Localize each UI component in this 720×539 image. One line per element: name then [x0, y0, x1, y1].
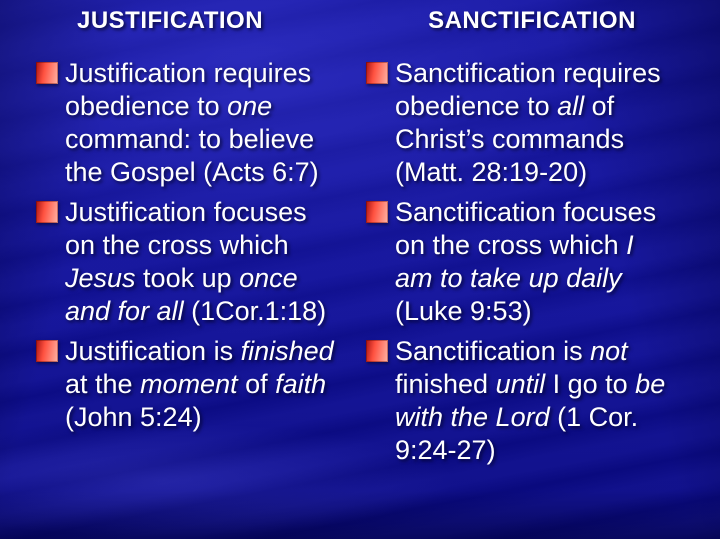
bullet-text: Sanctification is not finished until I go to be with the Lord (1 Cor. 9:24-27) [395, 336, 666, 465]
justification-column [36, 6, 360, 441]
bullet-list [366, 57, 698, 467]
bullet-square-icon [36, 201, 58, 223]
bullet-item [36, 57, 360, 189]
bullet-square-icon [366, 201, 388, 223]
bullet-text: Sanctification requires obedience to all of Christ’s commands (Matt. 28:19-20) [395, 58, 661, 187]
bullet-square-icon [36, 62, 58, 84]
bullet-item [366, 335, 698, 467]
bullet-item [36, 335, 360, 434]
bullet-item [366, 196, 698, 328]
justification-header: JUSTIFICATION [76, 7, 264, 34]
bullet-list [36, 57, 360, 434]
bullet-item [366, 57, 698, 189]
bullet-text: Justification requires obedience to one command: to believe the Gospel (Acts 6:7) [65, 58, 319, 187]
bullet-text: Justification is finished at the moment of faith (John 5:24) [65, 336, 334, 432]
bullet-square-icon [366, 62, 388, 84]
bullet-text: Sanctification focuses on the cross which I am to take up daily (Luke 9:53) [395, 197, 657, 326]
bullet-square-icon [36, 340, 58, 362]
bullet-square-icon [366, 340, 388, 362]
bullet-text: Justification focuses on the cross which Jesus took up once and for all (1Cor.1:18) [65, 197, 327, 326]
sanctification-header: SANCTIFICATION [428, 7, 636, 34]
sanctification-column [366, 6, 698, 474]
bullet-item [36, 196, 360, 328]
